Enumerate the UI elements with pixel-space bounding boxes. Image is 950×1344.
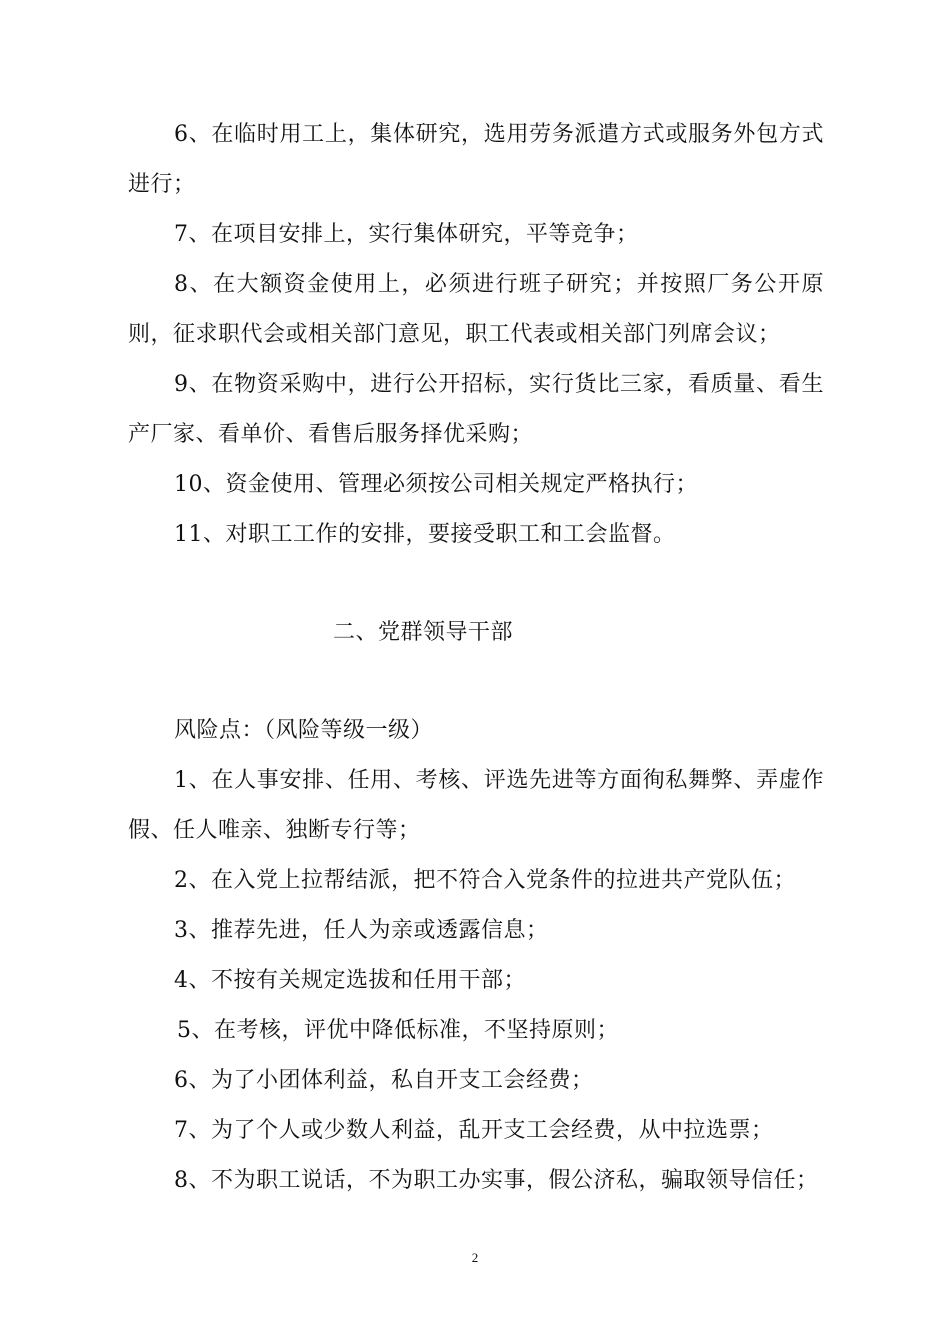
paragraph-item-7: 7、在项目安排上，实行集体研究，平等竞争； [174,222,639,247]
paragraph-item-11: 11、对职工工作的安排，要接受职工和工会监督。 [174,522,676,547]
risk-item-5: 5、在考核，评优中降低标准，不坚持原则； [177,1018,619,1043]
risk-item-2: 2、在入党上拉帮结派，把不符合入党条件的拉进共产党队伍； [174,868,796,893]
paragraph-item-9: 9、在物资采购中，进行公开招标，实行货比三家，看质量、看生产厂家、看单价、看售后服务择优采购； [128,372,824,447]
risk-item-1: 1、在人事安排、任用、考核、评选先进等方面徇私舞弊、弄虚作假、任人唯亲、独断专行等； [128,768,824,843]
risk-item-8: 8、不为职工说话，不为职工办实事，假公济私，骗取领导信任； [174,1168,819,1193]
risk-item-7: 7、为了个人或少数人利益，乱开支工会经费，从中拉选票； [174,1118,774,1143]
paragraph-item-8: 8、在大额资金使用上，必须进行班子研究；并按照厂务公开原则，征求职代会或相关部门意见，职工代表或相关部门列席会议； [128,272,824,347]
page-number: 2 [471,1250,479,1265]
risk-item-6: 6、为了小团体利益，私自开支工会经费； [174,1068,594,1093]
risk-level-label: 风险点：（风险等级一级） [174,718,434,743]
paragraph-item-10: 10、资金使用、管理必须按公司相关规定严格执行； [174,472,698,497]
section-heading: 二、党群领导干部 [333,620,514,645]
paragraph-item-6: 6、在临时用工上，集体研究，选用劳务派遣方式或服务外包方式进行； [128,122,824,197]
risk-item-4: 4、不按有关规定选拔和任用干部； [174,968,526,993]
risk-item-3: 3、推荐先进，任人为亲或透露信息； [174,918,549,943]
